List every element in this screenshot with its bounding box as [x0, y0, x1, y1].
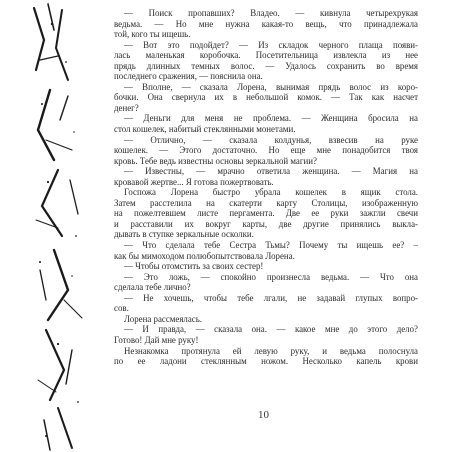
- text-line: — Вполне, — сказала Лорена, вынимая прядь волос из коро-: [124, 81, 418, 92]
- body-text: [114, 8, 418, 367]
- text-line: — Что сделала тебе Сестра Тьмы? Почему ты ищешь ее? –: [124, 240, 418, 251]
- text-line: — Отлично, — сказала колдунья, взвесив на руке: [124, 134, 418, 145]
- text-line: — И правда, — сказала она. — какое мне до этого дело?: [124, 324, 418, 335]
- text-line: и расставили их вокруг карты, две другие принялись выкла-: [114, 218, 418, 229]
- decorative-ornament: [28, 0, 98, 452]
- text-line: лась маленькая коробочка. Посетительница извлекла из нее: [114, 50, 418, 61]
- text-line: — Не хочешь, чтобы тебе лгали, не задавай глупых вопро-: [124, 292, 418, 303]
- text-line: сделала тебе лично?: [114, 282, 191, 293]
- text-line: прядь длинных темных волос. — Удалось сохранить во время: [114, 60, 418, 71]
- page-number: 10: [258, 409, 269, 421]
- text-line: денег?: [114, 102, 139, 113]
- text-line: дывать в ступке зеркальные осколки.: [114, 229, 254, 240]
- text-line: кровь. Тебе ведь известны основы зеркальной магии?: [114, 155, 317, 166]
- text-line: стол кошелек, набитый стеклянными монетами.: [114, 124, 296, 135]
- text-line: той, кого ты ищешь.: [114, 29, 191, 40]
- text-line: Незнакомка протянула ей левую руку, и ведьма полоснула: [124, 345, 418, 356]
- text-line: Лорена рассмеялась.: [124, 313, 202, 324]
- text-line: как бы мимоходом полюбопытствовала Лорена.: [114, 250, 295, 261]
- text-line: на пожелтевшем листе пергамента. Две ее руки зажгли свечи: [114, 208, 418, 219]
- text-line: — Вот это подойдет? — Из складок черного плаща появи-: [124, 39, 418, 50]
- text-line: кошелек. — Этого достаточно. Но еще мне понадобится твоя: [114, 145, 418, 156]
- text-line: сов.: [114, 303, 129, 314]
- text-line: — Чтобы отомстить за своих сестер!: [124, 261, 264, 272]
- text-line: Затем расстелила на скатерти карту Столицы, изображенную: [114, 197, 418, 208]
- text-line: ведьма. — Но мне нужна какая-то вещь, что принадлежала: [114, 18, 418, 29]
- text-line: последнего сражения, — пояснила она.: [114, 71, 263, 82]
- text-line: — Это ложь, — спокойно произнесла ведьма. — Что она: [124, 271, 418, 282]
- text-line: бочки. Она свернула их в небольшой комок. — Так как насчет: [114, 92, 418, 103]
- text-line: Готово! Дай мне руку!: [114, 334, 199, 345]
- text-line: — Деньги для меня не проблема. — Женщина бросила на: [124, 113, 418, 124]
- text-line: — Известны, — мрачно ответила женщина. — Магия на: [124, 166, 418, 177]
- text-line: по ее ладони стеклянным ножом. Несколько капель крови: [114, 356, 418, 367]
- text-line: — Поиск пропавших? Владео. — кивнула четырехрукая: [124, 8, 418, 18]
- text-line: Госпожа Лорена быстро убрала кошелек в ящик стола.: [124, 187, 418, 198]
- text-line: кровавой жертве... Я готова пожертвовать.: [114, 176, 274, 187]
